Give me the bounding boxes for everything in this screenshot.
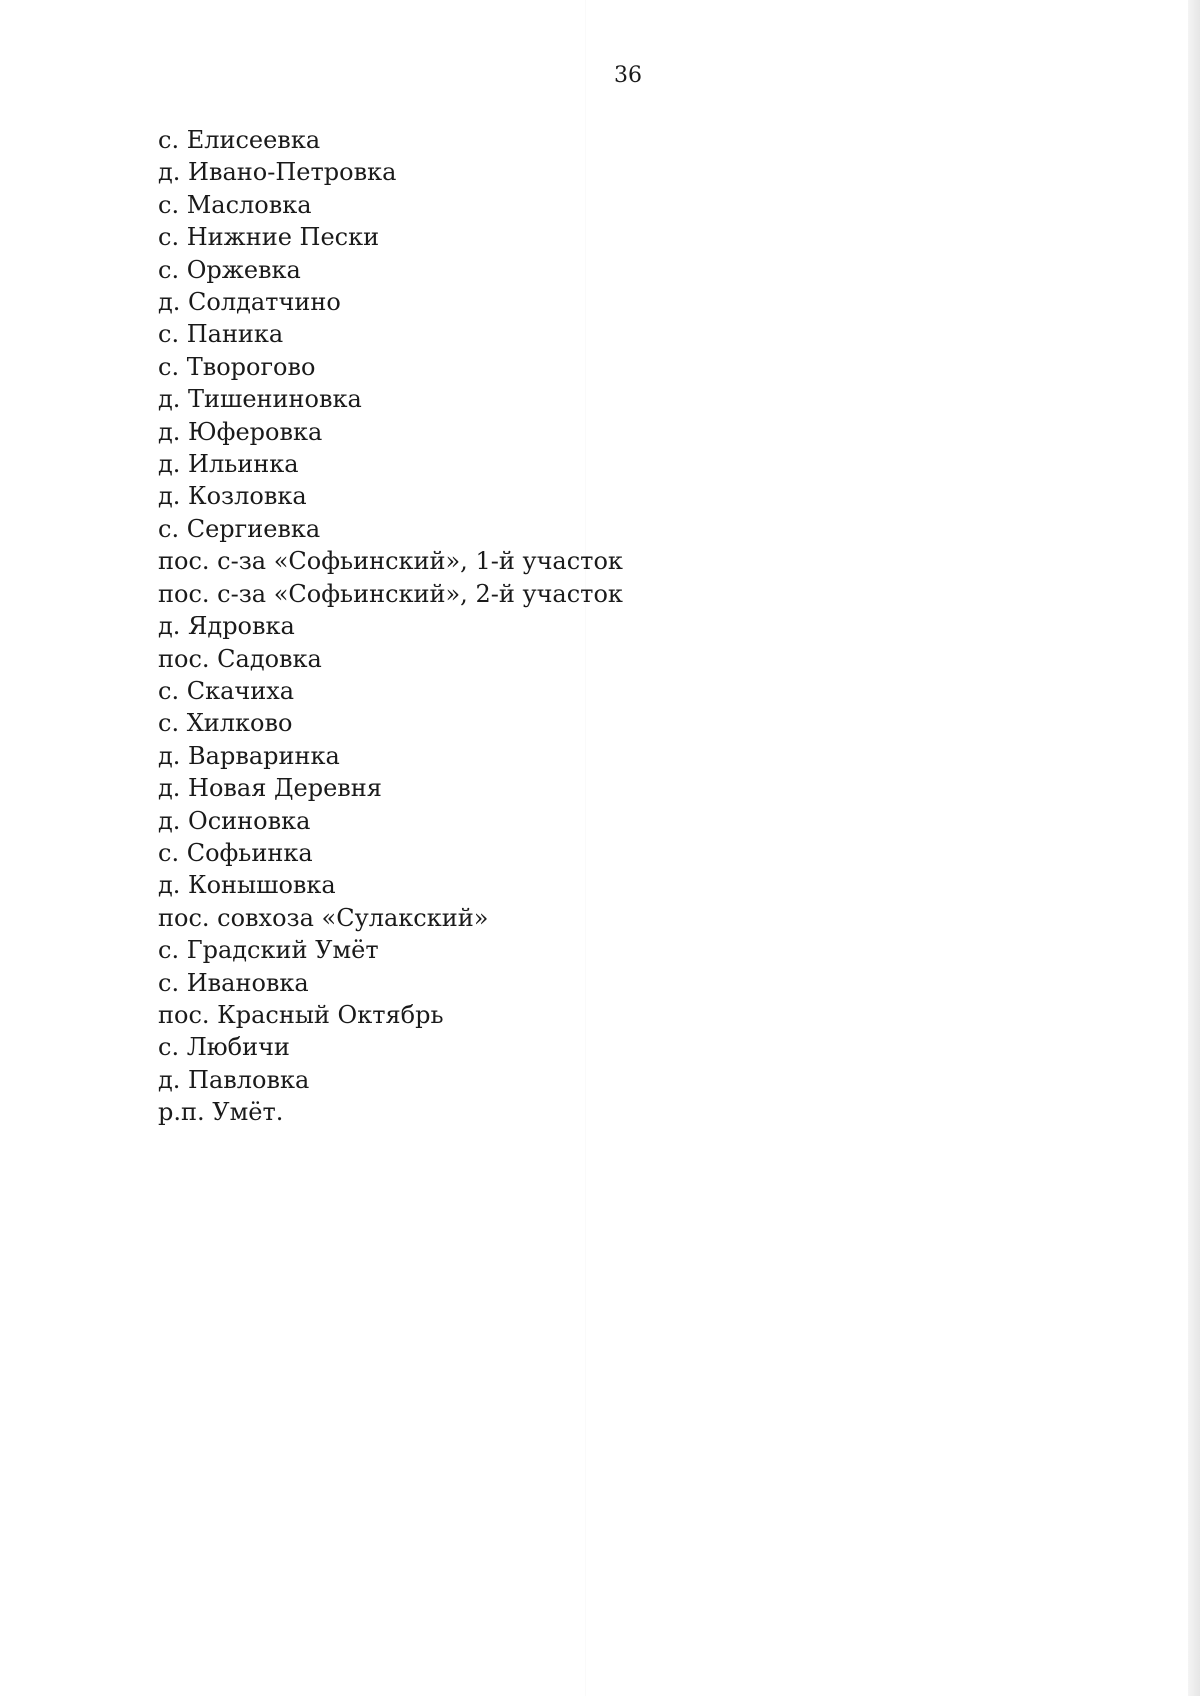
locality-item: с. Градский Умёт bbox=[158, 936, 379, 965]
locality-item: с. Сергиевка bbox=[158, 514, 321, 543]
locality-item: д. Ильинка bbox=[158, 450, 299, 479]
locality-item: с. Ивановка bbox=[158, 968, 309, 997]
locality-item: д. Варваринка bbox=[158, 741, 340, 770]
locality-item: пос. совхоза «Сулакский» bbox=[158, 903, 489, 932]
page-number: 36 bbox=[614, 63, 642, 88]
locality-item: с. Творогово bbox=[158, 352, 316, 381]
locality-item: с. Нижние Пески bbox=[158, 223, 380, 252]
locality-item: пос. Садовка bbox=[158, 644, 322, 673]
locality-item: д. Солдатчино bbox=[158, 288, 341, 317]
locality-list bbox=[158, 124, 623, 1129]
locality-item: д. Ивано-Петровка bbox=[158, 158, 397, 187]
locality-item: с. Оржевка bbox=[158, 255, 301, 284]
locality-item: с. Масловка bbox=[158, 190, 312, 219]
scan-edge bbox=[1188, 0, 1200, 1696]
locality-item: д. Конышовка bbox=[158, 871, 336, 900]
locality-item: с. Скачиха bbox=[158, 676, 295, 705]
locality-item: с. Паника bbox=[158, 320, 284, 349]
locality-item: с. Елисеевка bbox=[158, 126, 321, 154]
locality-item: д. Козловка bbox=[158, 482, 307, 511]
locality-item: с. Хилково bbox=[158, 709, 293, 738]
locality-item: с. Любичи bbox=[158, 1033, 290, 1062]
locality-item: д. Новая Деревня bbox=[158, 774, 382, 803]
locality-item: с. Софьинка bbox=[158, 838, 313, 867]
locality-item: р.п. Умёт. bbox=[158, 1098, 284, 1127]
locality-item: д. Юферовка bbox=[158, 417, 323, 446]
locality-item: пос. с-за «Софьинский», 1-й участок bbox=[158, 547, 623, 576]
locality-item: д. Тишениновка bbox=[158, 385, 362, 414]
locality-item: пос. Красный Октябрь bbox=[158, 1000, 444, 1029]
locality-item: д. Осиновка bbox=[158, 806, 311, 835]
locality-item: пос. с-за «Софьинский», 2-й участок bbox=[158, 579, 623, 608]
locality-item: д. Ядровка bbox=[158, 612, 295, 641]
locality-item: д. Павловка bbox=[158, 1065, 310, 1094]
